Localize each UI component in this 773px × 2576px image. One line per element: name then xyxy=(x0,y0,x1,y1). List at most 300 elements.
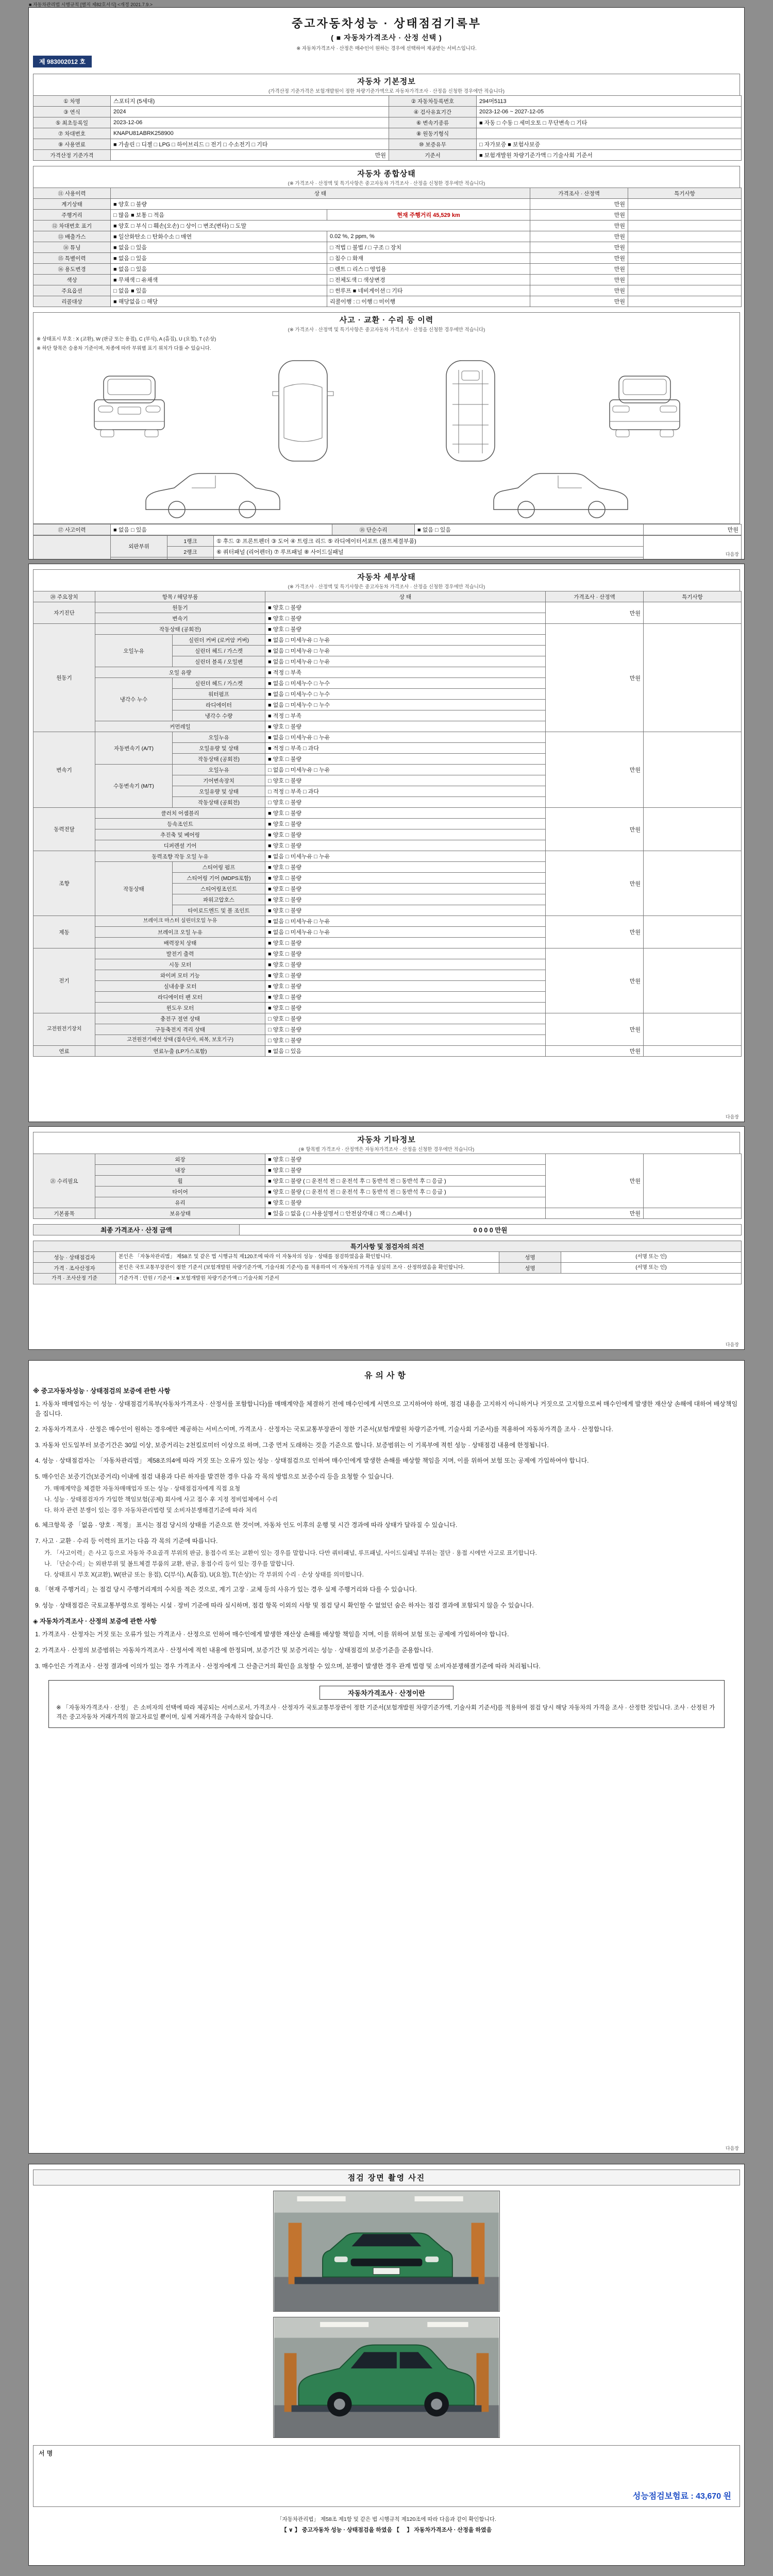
value-cell: □ 양호 □ 불량 xyxy=(265,1035,546,1046)
label-cell: 클러치 어셈블리 xyxy=(95,808,265,819)
label-cell: ⑱ 단순수리 xyxy=(332,524,415,535)
value-cell: 294머5113 xyxy=(477,96,742,107)
label-cell: ⑤ 최초등록일 xyxy=(33,117,111,128)
value-cell: ■ 없음 □ 있음 xyxy=(111,264,327,275)
detail-note: (※ 가격조사 · 산정액 및 특기사항은 중고자동차 가격조사 · 산정을 신청한 경우에만 적습니다) xyxy=(288,584,485,590)
label-cell: 라디에이터 xyxy=(173,700,265,710)
signature-area xyxy=(33,2445,740,2507)
next-page-label: 다음장 xyxy=(725,1342,739,1347)
value-cell xyxy=(644,1013,742,1046)
overall-header xyxy=(33,166,740,188)
value-cell: 리콜이행 : □ 이행 □ 미이행 xyxy=(327,296,530,307)
overall-note: (※ 가격조사 · 산정액 및 특기사항은 중고자동차 가격조사 · 산정을 신청한 경우에만 적습니다) xyxy=(288,181,485,187)
value-cell: ■ 없음 □ 있음 xyxy=(111,524,332,535)
car-right-side-diagram xyxy=(486,467,635,521)
label-cell: 가격조사 · 산정액 xyxy=(546,591,644,602)
label-cell: 가격조사 · 산정액 xyxy=(530,188,628,199)
value-cell: 만원 xyxy=(546,948,644,1013)
basic-info xyxy=(33,95,740,161)
label-cell: 충전구 절연 상태 xyxy=(95,1013,265,1024)
car-front-diagram xyxy=(84,370,174,452)
value-cell: □ 양호 □ 불량 xyxy=(265,1024,546,1035)
label-cell: 워터펌프 xyxy=(173,689,265,700)
price-definition-title: 자동차가격조사 · 산정이란 xyxy=(320,1686,453,1700)
value-cell: 만원 xyxy=(530,231,628,242)
notice-title: 유의사항 xyxy=(364,1371,409,1380)
label-cell: ⑬ 배출가스 xyxy=(33,231,111,242)
value-cell: ■ 양호 □ 불량 xyxy=(265,992,546,1003)
label-cell: 최종 가격조사 · 산정 금액 xyxy=(33,1225,240,1235)
value-cell xyxy=(644,808,742,851)
value-cell: ① 후드 ② 프론트펜더 ③ 도어 ④ 트렁크 리드 ⑤ 라디에이터서포트 (볼트체결부품) xyxy=(214,536,644,547)
notice-subitem: 가. 「사고이력」은 사고 등으로 자동차 주요골격 부위의 판금, 용접수리 또는 교환이 있는 경우를 말합니다. 다만 쿼터패널, 루프패널, 사이드실패널 부위는 절단 · 용접 시에만 사고로 표기합니다. xyxy=(44,1550,537,1556)
label-cell: 냉각수 수량 xyxy=(173,710,265,721)
footer-law-line: 「자동차관리법」 제58조 제1항 및 같은 법 시행규칙 제120조에 따라 다음과 같이 확인합니다. xyxy=(277,2516,496,2522)
value-cell xyxy=(477,128,742,139)
label-cell: 가격 · 조사산정 기준 xyxy=(33,1274,116,1284)
value-cell: ■ 없음 □ 있음 xyxy=(111,242,327,253)
label-cell: 2랭크 xyxy=(167,547,214,557)
label-cell: 타이로드엔드 및 볼 조인트 xyxy=(173,905,265,916)
value-cell: ■ 양호 □ 불량 xyxy=(265,819,546,829)
label-cell: 특기사항 xyxy=(644,591,742,602)
label-cell: 윈도우 모터 xyxy=(95,1003,265,1013)
value-cell: 만원 xyxy=(530,210,628,221)
value-cell: 만원 xyxy=(546,916,644,948)
label-cell: 상 태 xyxy=(265,591,546,602)
detail-state xyxy=(33,591,740,1057)
value-cell: ■ 적정 □ 부족 □ 과다 xyxy=(265,743,546,754)
label-cell: 배력장치 상태 xyxy=(95,938,265,948)
label-cell: 오일누유 xyxy=(173,765,265,775)
insurance-fee: 성능점검보험료 : 43,670 원 xyxy=(632,2492,731,2501)
value-cell xyxy=(628,231,742,242)
label-cell: 유리 xyxy=(95,1197,265,1208)
value-cell: 2024 xyxy=(111,107,389,117)
value-cell: 만원 xyxy=(530,275,628,285)
label-cell: 작동상태 (공회전) xyxy=(173,797,265,808)
value-cell: ■ 일산화탄소 □ 탄화수소 □ 매연 xyxy=(111,231,327,242)
value-cell: □ 양호 □ 불량 xyxy=(265,797,546,808)
value-cell xyxy=(628,210,742,221)
etc-note: (※ 항목별 가격조사 · 산정액은 자동차가격조사 · 산정을 신청한 경우에만 적습니다) xyxy=(298,1147,475,1153)
label-cell: 원동기 xyxy=(95,602,265,613)
label-cell: 가격산정 기준가격 xyxy=(33,150,111,161)
value-cell: □ 없음 ■ 있음 xyxy=(111,285,327,296)
value-cell: ■ 양호 □ 부식 □ 훼손(오손) □ 상이 □ 변조(변타) □ 도말 xyxy=(111,221,530,231)
value-cell: 기준가격 : 만원 / 기준서 : ■ 보험개발원 차량기준가액 □ 기술사회 기준서 xyxy=(116,1274,742,1284)
basic-info-header xyxy=(33,74,740,95)
car-left-side-diagram xyxy=(138,467,288,521)
label-cell: 변속기 xyxy=(95,613,265,624)
label-cell xyxy=(33,536,111,560)
detail-title: 자동차 세부상태 xyxy=(357,573,416,582)
label-cell: ⑮ 특별이력 xyxy=(33,253,111,264)
value-cell: ■ 양호 □ 불량 xyxy=(265,905,546,916)
inspector-opinion-table xyxy=(33,1241,742,1284)
value-cell xyxy=(644,851,742,916)
value-cell: 현재 주행거리 45,529 km xyxy=(327,210,530,221)
overall-state-table xyxy=(33,188,742,307)
value-cell: ■ 가솔린 □ 디젤 □ LPG □ 하이브리드 □ 전기 □ 수소전기 □ 기타 xyxy=(111,139,389,150)
car-top-diagram xyxy=(264,355,342,466)
value-cell: ■ 해당없음 □ 해당 xyxy=(111,296,327,307)
label-cell: ④ 검사유효기간 xyxy=(389,107,477,117)
label-cell: 가격 · 조사산정자 xyxy=(33,1263,116,1274)
document-subtitle: ( ■ 자동차가격조사 · 산정 선택 ) xyxy=(331,33,442,42)
footer-check-line: 【 ∨ 】 중고자동차 성능 · 상태점검을 하였음 【 】 자동차가격조사 · 산정을 하였음 xyxy=(281,2527,492,2533)
value-cell: 2023-12-06 ~ 2027-12-05 xyxy=(477,107,742,117)
notice-item: 2. 자동차가격조사 · 산정은 매수인이 원하는 경우에만 제공하는 서비스이며, 가격조사 · 산정자는 국토교통부장관이 정한 기준서(보험개발원 차량기준가액, 기술사회 기준서)를 적용하여 자동차가격을 조사 · 산정합니다. xyxy=(35,1426,613,1433)
value-cell: □ 양호 □ 불량 xyxy=(265,1013,546,1024)
value-cell: □ 침수 □ 화재 xyxy=(327,253,530,264)
value-cell xyxy=(644,1154,742,1208)
page-3 xyxy=(28,1126,745,1350)
value-cell xyxy=(644,1208,742,1219)
value-cell: ■ 양호 □ 불량 xyxy=(265,948,546,959)
label-cell: 성명 xyxy=(499,1252,561,1263)
value-cell: 만원 xyxy=(546,808,644,851)
value-cell: ■ 양호 □ 불량 xyxy=(265,613,546,624)
document-title: 중고자동차성능 · 상태점검기록부 xyxy=(291,17,482,30)
label-cell: 전기 xyxy=(33,948,95,1013)
value-cell: 만원 xyxy=(530,264,628,275)
notice-list xyxy=(33,1399,740,1610)
label-cell: 스티어링조인트 xyxy=(173,884,265,894)
value-cell: ■ 없음 □ 미세누유 □ 누유 xyxy=(265,635,546,646)
inspection-document xyxy=(28,7,745,2566)
value-cell: ■ 없음 □ 미세누유 □ 누유 xyxy=(265,646,546,656)
value-cell: ■ 보험개발원 차량기준가액 □ 기술사회 기준서 xyxy=(477,150,742,161)
value-cell: ⑥ 쿼터패널 (리어펜더) ⑦ 루프패널 ⑧ 사이드실패널 xyxy=(214,547,644,557)
label-cell: 시동 모터 xyxy=(95,959,265,970)
value-cell: ■ 없음 □ 미세누수 □ 누수 xyxy=(265,700,546,710)
inspection-photo-side xyxy=(273,2317,500,2438)
value-cell: KNAPU81ABRK258900 xyxy=(111,128,389,139)
label-cell: 파워고압호스 xyxy=(173,894,265,905)
label-cell: ⑫ 차대번호 표기 xyxy=(33,221,111,231)
label-cell: 성명 xyxy=(499,1263,561,1274)
value-cell xyxy=(628,199,742,210)
label-cell: ② 자동차등록번호 xyxy=(389,96,477,107)
accident-title: 사고 · 교환 · 수리 등 이력 xyxy=(339,316,434,325)
label-cell: 추진축 및 베어링 xyxy=(95,829,265,840)
value-cell: ■ 양호 □ 불량 xyxy=(111,199,530,210)
value-cell: ■ 없음 □ 미세누유 □ 누유 xyxy=(265,916,546,927)
price-notice-subtitle: ◈ 자동차가격조사 · 산정의 보증에 관한 사항 xyxy=(33,1618,157,1625)
label-cell: 작동상태 (공회전) xyxy=(95,624,265,635)
next-page-label: 다음장 xyxy=(725,2146,739,2151)
value-cell: □ 적법 □ 불법 / □ 구조 □ 장치 xyxy=(327,242,530,253)
car-underbody-diagram xyxy=(432,355,509,466)
photo-section-title: 점검 장면 촬영 사진 xyxy=(33,2170,740,2185)
value-cell: ■ 양호 □ 불량 xyxy=(265,721,546,732)
diagram-row-2 xyxy=(39,467,734,521)
value-cell: ■ 적정 □ 부족 xyxy=(265,710,546,721)
notice-item: 7. 사고 · 교환 · 수리 등 이력의 표기는 다음 각 목의 기준에 따릅니다. xyxy=(35,1537,218,1545)
label-cell: 상 태 xyxy=(111,188,530,199)
label-cell: ⑳ 주요장치 xyxy=(33,591,95,602)
next-page-label: 다음장 xyxy=(725,1114,739,1120)
label-cell: 라디에이터 팬 모터 xyxy=(95,992,265,1003)
label-cell: ⑰ 사고이력 xyxy=(33,524,111,535)
label-cell: 실린더 헤드 / 가스켓 xyxy=(173,678,265,689)
inspection-photo-front xyxy=(273,2191,500,2312)
value-cell: ■ 양호 □ 불량 xyxy=(265,970,546,981)
exchange-panel-ranks-table xyxy=(33,535,742,560)
notice-item: 1. 가격조사 · 산정자는 거짓 또는 오류가 있는 가격조사 · 산정으로 인하여 매수인에게 발생한 재산상 손해를 배상할 책임을 지며, 이를 위하여 보험 또는 공제에 가입하여야 합니다. xyxy=(35,1631,509,1638)
label-cell: 외장 xyxy=(95,1154,265,1165)
label-cell: ③ 연식 xyxy=(33,107,111,117)
value-cell: 만원 xyxy=(546,1154,644,1208)
label-cell xyxy=(111,557,167,560)
value-cell: ■ 양호 □ 불량 xyxy=(265,754,546,765)
value-cell: 만원 xyxy=(546,1046,644,1057)
label-cell: ⑪ 사용이력 xyxy=(33,188,111,199)
label-cell: 실린더 블록 / 오일팬 xyxy=(173,656,265,667)
value-cell xyxy=(644,1046,742,1057)
value-cell: ■ 없음 □ 미세누유 □ 누유 xyxy=(265,927,546,938)
page-5 xyxy=(28,2164,745,2566)
value-cell xyxy=(628,275,742,285)
value-cell: 만원 xyxy=(546,602,644,624)
label-cell: 색상 xyxy=(33,275,111,285)
label-cell: 작동상태 (공회전) xyxy=(173,754,265,765)
notice-item: 9. 성능 · 상태점검은 국토교통부령으로 정하는 시설 · 장비 기준에 따라 실시하며, 점검 항목 이외의 사항 및 점검 당시 확인할 수 없었던 숨은 하자는 점검 결과에 포함되지 않을 수 있습니다. xyxy=(35,1601,534,1609)
value-cell: ■ 양호 □ 불량 xyxy=(265,840,546,851)
value-cell: □ 자가보증 ■ 보험사보증 xyxy=(477,139,742,150)
basic-info-table xyxy=(33,95,742,161)
label-cell: 작동상태 xyxy=(95,862,173,916)
notice-item: 2. 가격조사 · 산정의 보증범위는 자동차가격조사 · 산정서에 적힌 내용에 한정되며, 보증기간 및 보증거리는 성능 · 상태점검의 보증기준을 준용합니다. xyxy=(35,1647,433,1654)
label-cell: 외판부위 xyxy=(111,536,167,557)
value-cell: 만원 xyxy=(530,242,628,253)
label-cell: 자기진단 xyxy=(33,602,95,624)
label-cell: 연료누출 (LP가스포함) xyxy=(95,1046,265,1057)
detail-state-table xyxy=(33,591,742,1057)
notice-item: 8. 「현재 주행거리」는 점검 당시 주행거리계의 수치를 적은 것으로, 계기 고장 · 교체 등의 사유가 있는 경우 실제 주행거리와 다를 수 있습니다. xyxy=(35,1586,417,1594)
label-cell: 등속조인트 xyxy=(95,819,265,829)
label-cell: 오일누유 xyxy=(173,732,265,743)
value-cell: ■ 양호 □ 불량 xyxy=(265,602,546,613)
label-cell: 원동기 xyxy=(33,624,95,732)
label-cell: 냉각수 누수 xyxy=(95,678,173,721)
label-cell: 항목 / 해당부품 xyxy=(95,591,265,602)
value-cell: 0 0 0 0 만원 xyxy=(240,1225,742,1235)
value-cell: ■ 양호 □ 불량 xyxy=(265,873,546,884)
label-cell xyxy=(167,557,214,560)
label-cell: 오일유량 및 상태 xyxy=(173,743,265,754)
notice-item: 4. 성능 · 상태점검자는 「자동차관리법」 제58조의4에 따라 거짓 또는 오류가 있는 성능 · 상태점검으로 인하여 매수인에게 발생한 손해를 배상할 책임을 지며, 이를 위하여 보험 또는 공제에 가입하여야 합니다. xyxy=(35,1457,589,1465)
label-cell: 발전기 출력 xyxy=(95,948,265,959)
value-cell: 만원 xyxy=(530,285,628,296)
value-cell: 만원 xyxy=(530,221,628,231)
label-cell: 실내송풍 모터 xyxy=(95,981,265,992)
form-code-note: ■ 자동차관리법 시행규칙 [별지 제82호서식] <개정 2021.7.9.> xyxy=(29,2,153,7)
page-1 xyxy=(28,7,745,560)
etc-title: 자동차 기타정보 xyxy=(357,1136,416,1144)
label-cell: 커먼레일 xyxy=(95,721,265,732)
value-cell: ■ 양호 □ 불량 xyxy=(265,624,546,635)
value-cell: ■ 자동 □ 수동 □ 세미오토 □ 무단변속 □ 기타 xyxy=(477,117,742,128)
value-cell: ■ 무채색 □ 유채색 xyxy=(111,275,327,285)
value-cell: ■ 양호 □ 불량 xyxy=(265,829,546,840)
value-cell: □ 많음 ■ 보통 □ 적음 xyxy=(111,210,327,221)
value-cell: ■ 없음 □ 미세누수 □ 누수 xyxy=(265,689,546,700)
value-cell: ■ 양호 □ 불량 ( □ 운전석 전 □ 운전석 후 □ 동반석 전 □ 동반석 후 □ 응급 ) xyxy=(265,1176,546,1187)
value-cell: 만원 xyxy=(530,296,628,307)
label-cell: ㉑ 수리필요 xyxy=(33,1154,95,1208)
notice-item: 1. 자동차 매매업자는 이 성능 · 상태점검기록부(자동차가격조사 · 산정서를 포함합니다)를 매매계약을 체결하기 전에 매수인에게 서면으로 고지하여야 하며, 점검 내용을 고지하지 아니하거나 거짓으로 고지함으로써 매수인에게 발생한 재산상 손해에 대하여 배상책임을 집니다. xyxy=(35,1400,738,1417)
value-cell: 만원 xyxy=(546,851,644,916)
car-rear-diagram xyxy=(599,370,690,452)
label-cell: ⑯ 용도변경 xyxy=(33,264,111,275)
value-cell: □ 양호 □ 불량 xyxy=(265,775,546,786)
value-cell: 만원 xyxy=(111,150,389,161)
label-cell: 휠 xyxy=(95,1176,265,1187)
document-note: ※ 자동차가격조사 · 산정은 매수인이 원하는 경우에 선택하여 제공받는 서비스입니다. xyxy=(296,46,477,52)
label-cell: 보유상태 xyxy=(95,1208,265,1219)
value-cell: □ 렌트 □ 리스 □ 영업용 xyxy=(327,264,530,275)
value-cell: 만원 xyxy=(530,253,628,264)
value-cell: ■ 없음 □ 미세누수 □ 누수 xyxy=(265,678,546,689)
value-cell: ■ 양호 □ 불량 xyxy=(265,938,546,948)
label-cell: 실린더 커버 (로커암 커버) xyxy=(173,635,265,646)
value-cell: ■ 없음 □ 있음 xyxy=(265,1046,546,1057)
notice-item: 6. 체크항목 중 「없음 · 양호 · 적정」 표시는 점검 당시의 상태를 기준으로 한 것이며, 자동차 인도 이후의 운행 및 시간 경과에 따라 상태가 달라질 수 있습니다. xyxy=(35,1521,458,1529)
exchange-panel-ranks xyxy=(33,535,740,560)
label-cell: 스티어링 기어 (MDPS포함) xyxy=(173,873,265,884)
value-cell xyxy=(628,264,742,275)
etc-info-table xyxy=(33,1154,742,1219)
notice-item: 3. 매수인은 가격조사 · 산정 결과에 이의가 있는 경우 가격조사 · 산정자에게 그 산출근거의 확인을 요청할 수 있으며, 분쟁이 발생한 경우 관계 법령 및 소비자분쟁해결기준에 따라 처리됩니다. xyxy=(35,1662,541,1670)
label-cell: ① 차명 xyxy=(33,96,111,107)
label-cell: 동력조향 작동 오일 누유 xyxy=(95,851,265,862)
value-cell xyxy=(628,221,742,231)
label-cell: 브레이크 오일 누유 xyxy=(95,927,265,938)
label-cell: 오일누유 xyxy=(95,635,173,667)
price-definition-box xyxy=(48,1680,725,1728)
price-notice-list xyxy=(33,1630,740,1671)
value-cell: □ 전체도색 □ 색상변경 xyxy=(327,275,530,285)
value-cell: 0.02 %, 2 ppm, % xyxy=(327,231,530,242)
value-cell xyxy=(628,285,742,296)
page-4 xyxy=(28,1360,745,2154)
value-cell: 만원 xyxy=(546,624,644,732)
label-cell: 특기사항 xyxy=(628,188,742,199)
value-cell xyxy=(644,732,742,808)
label-cell: 계기상태 xyxy=(33,199,111,210)
label-cell: ⑥ 변속기종류 xyxy=(389,117,477,128)
value-cell: 본인은 「자동차관리법」 제58조 및 같은 법 시행규칙 제120조에 따라 이 자동차의 성능 · 상태를 점검하였음을 확인합니다. xyxy=(116,1252,499,1263)
confirmation-footer xyxy=(33,2515,740,2534)
label-cell: 기준서 xyxy=(389,150,477,161)
label-cell: 리콜대상 xyxy=(33,296,111,307)
label-cell: 고전원전기배선 상태 (접속단자, 피복, 보호기구) xyxy=(95,1035,265,1046)
value-cell: ■ 양호 □ 불량 xyxy=(265,862,546,873)
overall-title: 자동차 종합상태 xyxy=(357,170,416,178)
value-cell: ■ 적정 □ 부족 xyxy=(265,667,546,678)
notice-item: 3. 자동차 인도일부터 보증기간은 30일 이상, 보증거리는 2천킬로미터 이상으로 하며, 그중 먼저 도래하는 것을 기준으로 합니다. 보증범위는 이 기록부에 적힌 성능 · 상태점검 내용에 한정됩니다. xyxy=(35,1441,549,1449)
label-cell: 동력전달 xyxy=(33,808,95,851)
value-cell: ■ 양호 □ 불량 xyxy=(265,959,546,970)
notice-subitem: 나. 성능 · 상태점검자가 가입한 책임보험(공제) 회사에 사고 접수 후 지정 정비업체에서 수리 xyxy=(44,1496,278,1503)
value-cell: ■ 양호 □ 불량 ( □ 운전석 전 □ 운전석 후 □ 동반석 전 □ 동반석 후 □ 응급 ) xyxy=(265,1187,546,1197)
label-cell: 실린더 헤드 / 가스켓 xyxy=(173,646,265,656)
label-cell: 오일유량 및 상태 xyxy=(173,786,265,797)
label-cell: 1랭크 xyxy=(167,536,214,547)
value-cell xyxy=(644,948,742,1013)
accident-note: (※ 가격조사 · 산정액 및 특기사항은 중고자동차 가격조사 · 산정을 신청한 경우에만 적습니다) xyxy=(288,327,485,333)
value-cell: ■ 양호 □ 불량 xyxy=(265,1165,546,1176)
basic-info-note: (가격산정 기준가격은 보험개발원이 정한 차량기준가액으로 자동차가격조사 · 산정을 신청한 경우에만 적습니다) xyxy=(268,89,505,94)
value-cell: ■ 양호 □ 불량 xyxy=(265,981,546,992)
document-number: 제 983002012 호 xyxy=(33,56,92,67)
label-cell: 특기사항 및 점검자의 의견 xyxy=(33,1241,742,1252)
label-cell: 연료 xyxy=(33,1046,95,1057)
value-cell: ■ 양호 □ 불량 xyxy=(265,808,546,819)
notice-subitem: 나. 「단순수리」는 외판부위 및 볼트체결 부품의 교환, 판금, 용접수리 등이 있는 경우를 말합니다. xyxy=(44,1561,295,1567)
value-cell: ■ 없음 □ 미세누유 □ 누유 xyxy=(265,851,546,862)
label-cell: 성능 · 상태점검자 xyxy=(33,1252,116,1263)
notice-subitem: 다. 상태표시 부호 X(교환), W(판금 또는 용접), C(부식), A(흠집), U(요철), T(손상)는 각 부위의 수리 · 손상 상태를 의미합니다. xyxy=(44,1572,364,1578)
value-cell: □ 썬루프 ■ 네비게이션 □ 기타 xyxy=(327,285,530,296)
value-cell: 만원 xyxy=(546,1013,644,1046)
page-2 xyxy=(28,564,745,1122)
notice-subitem: 다. 하자 관련 분쟁이 있는 경우 자동차관리법령 및 소비자분쟁해결기준에 따라 처리 xyxy=(44,1507,257,1514)
label-cell: 자동변속기 (A/T) xyxy=(95,732,173,765)
value-cell: ■ 양호 □ 불량 xyxy=(265,884,546,894)
diagram-note: ※ 하단 항목은 승용차 기준이며, 차종에 따라 부위별 표기 위치가 다를 수 있습니다. xyxy=(33,343,740,352)
value-cell xyxy=(628,253,742,264)
value-cell: 본인은 국토교통부장관이 정한 기준서 (보험개발원 차량기준가액, 기술사회 기준서) 를 적용하여 이 자동차의 가격을 성실히 조사 · 산정하였음을 확인합니다. xyxy=(116,1263,499,1274)
value-cell: 만원 xyxy=(546,732,644,808)
value-cell xyxy=(628,296,742,307)
next-page-label: 다음장 xyxy=(725,552,739,557)
final-price xyxy=(33,1224,740,1235)
value-cell xyxy=(644,624,742,732)
value-cell: 만원 xyxy=(546,1208,644,1219)
final-price-table xyxy=(33,1224,742,1235)
value-cell xyxy=(628,242,742,253)
etc-header xyxy=(33,1132,740,1154)
value-cell xyxy=(644,602,742,624)
value-cell: 2023-12-06 xyxy=(111,117,389,128)
value-cell: □ 없음 □ 미세누유 □ 누유 xyxy=(265,765,546,775)
label-cell: ⑩ 보증유무 xyxy=(389,139,477,150)
value-cell: ■ 없음 □ 미세누유 □ 누유 xyxy=(265,732,546,743)
signature-label: 서명 xyxy=(39,2450,55,2457)
value-cell: 스포티지 (5세대) xyxy=(111,96,389,107)
overall-state xyxy=(33,188,740,307)
value-cell: ■ 있음 □ 없음 ( □ 사용설명서 □ 안전삼각대 □ 잭 □ 스패너 ) xyxy=(265,1208,546,1219)
label-cell: ⑨ 사용연료 xyxy=(33,139,111,150)
value-cell: ■ 없음 □ 있음 xyxy=(111,253,327,264)
diagram-row-1 xyxy=(39,355,734,466)
basic-info-title: 자동차 기본정보 xyxy=(357,77,416,86)
accident-history xyxy=(33,524,740,535)
value-cell: 만원 xyxy=(644,524,742,535)
value-cell: ■ 양호 □ 불량 xyxy=(265,1197,546,1208)
label-cell: 스티어링 펌프 xyxy=(173,862,265,873)
etc-info xyxy=(33,1154,740,1219)
label-cell: 기본품목 xyxy=(33,1208,95,1219)
label-cell: ⑧ 원동기형식 xyxy=(389,128,477,139)
car-damage-diagrams xyxy=(33,352,740,524)
inspection-photos xyxy=(33,2191,740,2438)
value-cell: ■ 양호 □ 불량 xyxy=(265,894,546,905)
label-cell: 오일 유량 xyxy=(95,667,265,678)
